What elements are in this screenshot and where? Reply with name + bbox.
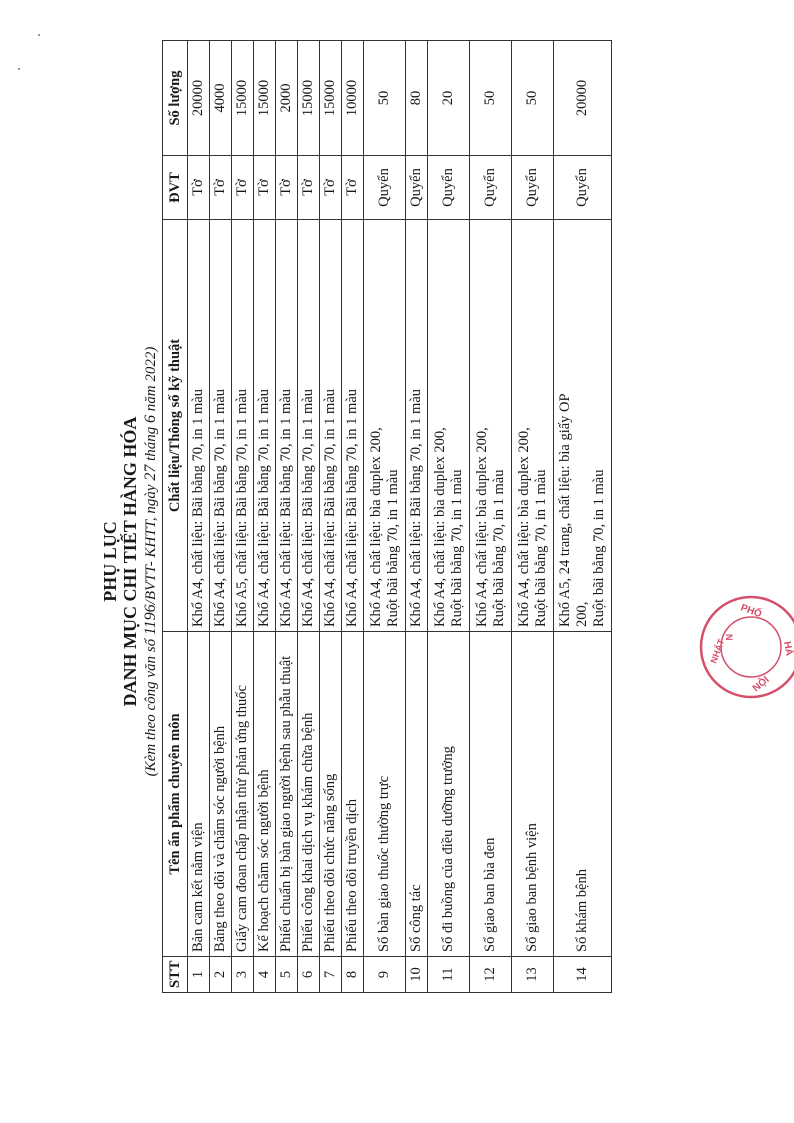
- cell-spec: [210, 220, 232, 632]
- cell-name: Phiếu công khai dịch vụ khám chữa bệnh: [298, 632, 320, 957]
- table-row: [428, 41, 470, 993]
- cell-qty: 15000: [298, 41, 320, 156]
- cell-qty: 50: [364, 41, 406, 156]
- cell-name: Sổ khám bệnh: [554, 632, 612, 957]
- cell-name: Sổ bàn giao thuốc thường trực: [364, 632, 406, 957]
- spec-line: Khổ A5, chất liệu: Bãi bằng 70, in 1 màu: [234, 388, 250, 627]
- header-name: Tên ấn phẩm chuyên môn: [163, 632, 188, 957]
- header-spec: Chất liệu/Thông số kỹ thuật: [163, 220, 188, 632]
- cell-qty: 15000: [320, 41, 342, 156]
- cell-stt: 12: [470, 957, 512, 993]
- spec-line: Khổ A4, chất liệu: Bãi bằng 70, in 1 màu: [322, 388, 338, 627]
- spec-line: Ruột bãi bằng 70, in 1 màu: [532, 469, 549, 627]
- reference-prefix: (Kèm theo công văn số: [143, 638, 159, 777]
- cell-name: Bản cam kết nằm viện: [188, 632, 210, 957]
- cell-spec: [364, 220, 406, 632]
- cell-unit: Quyển: [470, 156, 512, 220]
- cell-spec: [188, 220, 210, 632]
- cell-spec: [342, 220, 364, 632]
- cell-unit: Tờ: [232, 156, 254, 220]
- reference-day: 27: [142, 464, 159, 481]
- cell-name: Phiếu theo dõi chức năng sống: [320, 632, 342, 957]
- cell-unit: Quyển: [406, 156, 428, 220]
- seal-text-inner-2: NHẤT: [708, 637, 727, 665]
- cell-qty: 2000: [276, 41, 298, 156]
- cell-stt: 4: [254, 957, 276, 993]
- spec-line: Ruột bãi bằng 70, in 1 màu: [448, 469, 465, 627]
- seal-text-top: PHỐ: [738, 602, 764, 621]
- appendix-subtitle: DANH MỤC CHI TIẾT HÀNG HÓA: [120, 416, 140, 707]
- table-row: [320, 41, 342, 993]
- cell-stt: 6: [298, 957, 320, 993]
- table-row: [512, 41, 554, 993]
- table-row: [188, 41, 210, 993]
- cell-name: Phiếu theo dõi truyền dịch: [342, 632, 364, 957]
- cell-unit: Tờ: [276, 156, 298, 220]
- cell-stt: 8: [342, 957, 364, 993]
- seal-inner-ring: [721, 617, 781, 677]
- spec-line: Ruột bãi bằng 70, in 1 màu: [384, 469, 401, 627]
- table-row: [210, 41, 232, 993]
- cell-spec: [276, 220, 298, 632]
- seal-text-inner-1: N: [724, 634, 734, 641]
- cell-qty: 80: [406, 41, 428, 156]
- spec-line: Ruột bãi bằng 70, in 1 màu: [591, 469, 607, 627]
- cell-qty: 4000: [210, 41, 232, 156]
- spec-line: Ruột bãi bằng 70, in 1 màu: [490, 469, 507, 627]
- cell-name: Phiếu chuẩn bị bàn giao người bệnh sau phẫu thuật: [276, 632, 298, 957]
- cell-stt: 5: [276, 957, 298, 993]
- cell-qty: 50: [512, 41, 554, 156]
- spec-line: Khổ A4, chất liệu: bìa duplex 200,: [515, 427, 532, 627]
- cell-qty: 20000: [554, 41, 612, 156]
- reference-mid: /BVTT- KHTT, ngày: [143, 484, 159, 605]
- cell-qty: 20000: [188, 41, 210, 156]
- table-row: [342, 41, 364, 993]
- cell-spec: [406, 220, 428, 632]
- cell-stt: 10: [406, 957, 428, 993]
- table-row: [364, 41, 406, 993]
- table-body: [188, 41, 612, 993]
- spec-line: Khổ A4, chất liệu: Bãi bằng 70, in 1 màu: [300, 388, 316, 627]
- table-row: [298, 41, 320, 993]
- cell-stt: 1: [188, 957, 210, 993]
- cell-unit: Quyển: [364, 156, 406, 220]
- table-row: [232, 41, 254, 993]
- table-row: [254, 41, 276, 993]
- cell-unit: Tờ: [342, 156, 364, 220]
- cell-name: Giấy cam đoan chấp nhận thử phản ứng thuốc: [232, 632, 254, 957]
- cell-spec: [320, 220, 342, 632]
- spec-line: Khổ A4, chất liệu: Bãi bằng 70, in 1 màu: [278, 388, 294, 627]
- cell-unit: Tờ: [188, 156, 210, 220]
- cell-stt: 3: [232, 957, 254, 993]
- reference-month: 6: [142, 415, 159, 423]
- spec-line: Khổ A4, chất liệu: Bãi bằng 70, in 1 màu: [190, 388, 206, 627]
- spec-line: Khổ A4, chất liệu: Bãi bằng 70, in 1 màu: [212, 388, 228, 627]
- cell-qty: 10000: [342, 41, 364, 156]
- goods-table: [162, 40, 612, 993]
- reference-line: [142, 0, 160, 1123]
- reference-month-label: tháng: [143, 426, 159, 461]
- cell-name: Sổ giao ban bệnh viện: [512, 632, 554, 957]
- spec-line: 200,: [574, 601, 590, 627]
- cell-spec: [554, 220, 612, 632]
- cell-name: Sổ đi buồng của điều dưỡng trưởng: [428, 632, 470, 957]
- spec-line: Khổ A5, 24 trang, chất liệu: bìa giấy OP: [557, 393, 573, 627]
- cell-name: Sổ công tác: [406, 632, 428, 957]
- spec-line: Khổ A4, chất liệu: bìa duplex 200,: [431, 427, 448, 627]
- header-qty: Số lượng: [163, 41, 188, 156]
- cell-qty: 50: [470, 41, 512, 156]
- red-seal: [696, 592, 794, 702]
- cell-stt: 11: [428, 957, 470, 993]
- cell-spec: [470, 220, 512, 632]
- cell-qty: 20: [428, 41, 470, 156]
- table-row: [470, 41, 512, 993]
- table-row: [406, 41, 428, 993]
- cell-unit: Tờ: [254, 156, 276, 220]
- reference-number: 1196: [142, 604, 159, 636]
- table-header-row: [163, 41, 188, 993]
- spec-line: Khổ A4, chất liệu: Bãi bằng 70, in 1 màu: [408, 388, 424, 627]
- reference-suffix: năm 2022): [143, 346, 159, 412]
- cell-spec: [298, 220, 320, 632]
- cell-stt: 2: [210, 957, 232, 993]
- cell-spec: [428, 220, 470, 632]
- cell-name: Sổ giao ban bìa đen: [470, 632, 512, 957]
- spec-line: Khổ A4, chất liệu: Bãi bằng 70, in 1 màu: [344, 388, 360, 627]
- cell-unit: Tờ: [210, 156, 232, 220]
- cell-stt: 13: [512, 957, 554, 993]
- table-row: [554, 41, 612, 993]
- appendix-title: PHỤ LỤC: [100, 521, 120, 602]
- cell-unit: Tờ: [320, 156, 342, 220]
- spec-line: Khổ A4, chất liệu: bìa duplex 200,: [367, 427, 384, 627]
- cell-stt: 7: [320, 957, 342, 993]
- cell-unit: Tờ: [298, 156, 320, 220]
- cell-stt: 9: [364, 957, 406, 993]
- cell-spec: [232, 220, 254, 632]
- cell-unit: Quyển: [554, 156, 612, 220]
- table-row: [276, 41, 298, 993]
- cell-unit: Quyển: [512, 156, 554, 220]
- cell-name: Kế hoạch chăm sóc người bệnh: [254, 632, 276, 957]
- cell-unit: Quyển: [428, 156, 470, 220]
- seal-text-bottom: NỘI: [750, 674, 772, 695]
- seal-text-right: HÀ: [781, 640, 794, 657]
- cell-name: Bảng theo dõi và chăm sóc người bệnh: [210, 632, 232, 957]
- cell-qty: 15000: [232, 41, 254, 156]
- spec-line: Khổ A4, chất liệu: bìa duplex 200,: [473, 427, 490, 627]
- cell-spec: [512, 220, 554, 632]
- cell-qty: 15000: [254, 41, 276, 156]
- cell-stt: 14: [554, 957, 612, 993]
- cell-spec: [254, 220, 276, 632]
- header-stt: STT: [163, 957, 188, 993]
- spec-line: Khổ A4, chất liệu: Bãi bằng 70, in 1 màu: [256, 388, 272, 627]
- header-unit: ĐVT: [163, 156, 188, 220]
